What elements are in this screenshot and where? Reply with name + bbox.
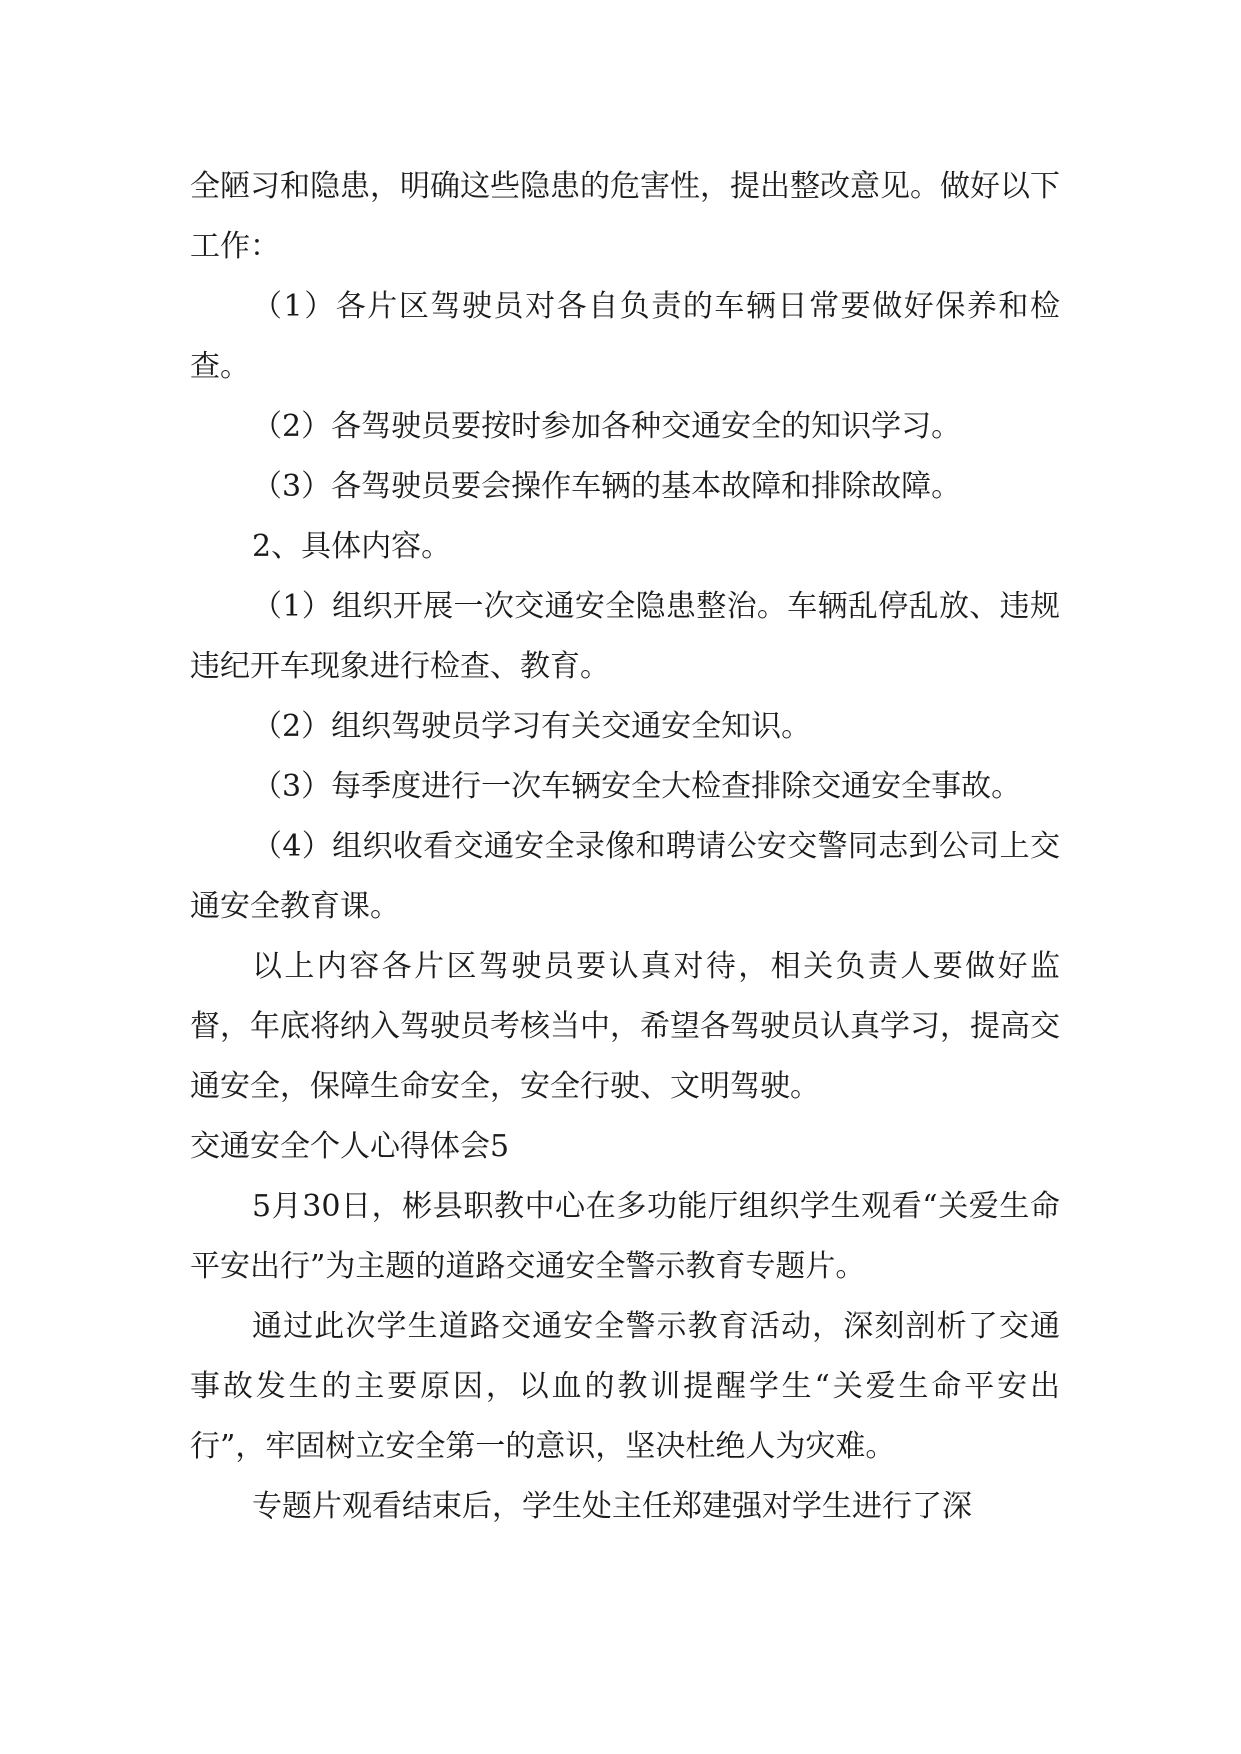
paragraph-5: 2、具体内容。 bbox=[252, 529, 452, 564]
section-heading: 交通安全个人心得体会5 bbox=[190, 1129, 510, 1164]
paragraph-9: （4）组织收看交通安全录像和聘请公安交警同志到公司上交通安全教育课。 bbox=[190, 829, 1060, 924]
paragraph-6: （1）组织开展一次交通安全隐患整治。车辆乱停乱放、违规违纪开车现象进行检查、教育。 bbox=[190, 589, 1060, 684]
paragraph-14: 专题片观看结束后，学生处主任郑建强对学生进行了深 bbox=[252, 1489, 972, 1524]
paragraph-3: （2）各驾驶员要按时参加各种交通安全的知识学习。 bbox=[252, 409, 962, 444]
paragraph-2: （1）各片区驾驶员对各自负责的车辆日常要做好保养和检查。 bbox=[190, 289, 1060, 384]
paragraph-1: 全陋习和隐患，明确这些隐患的危害性，提出整改意见。做好以下工作： bbox=[190, 169, 1060, 264]
paragraph-4: （3）各驾驶员要会操作车辆的基本故障和排除故障。 bbox=[252, 469, 962, 504]
paragraph-7: （2）组织驾驶员学习有关交通安全知识。 bbox=[252, 709, 812, 744]
document-body bbox=[190, 157, 1060, 1537]
paragraph-12: 5月30日，彬县职教中心在多功能厅组织学生观看“关爱生命平安出行”为主题的道路交通安全警示教育专题片。 bbox=[190, 1189, 1060, 1284]
paragraph-8: （3）每季度进行一次车辆安全大检查排除交通安全事故。 bbox=[252, 769, 1022, 804]
paragraph-10: 以上内容各片区驾驶员要认真对待，相关负责人要做好监督，年底将纳入驾驶员考核当中，希望各驾驶员认真学习，提高交通安全，保障生命安全，安全行驶、文明驾驶。 bbox=[190, 949, 1060, 1104]
paragraph-13: 通过此次学生道路交通安全警示教育活动，深刻剖析了交通事故发生的主要原因，以血的教训提醒学生“关爱生命平安出行”，牢固树立安全第一的意识，坚决杜绝人为灾难。 bbox=[190, 1309, 1060, 1464]
